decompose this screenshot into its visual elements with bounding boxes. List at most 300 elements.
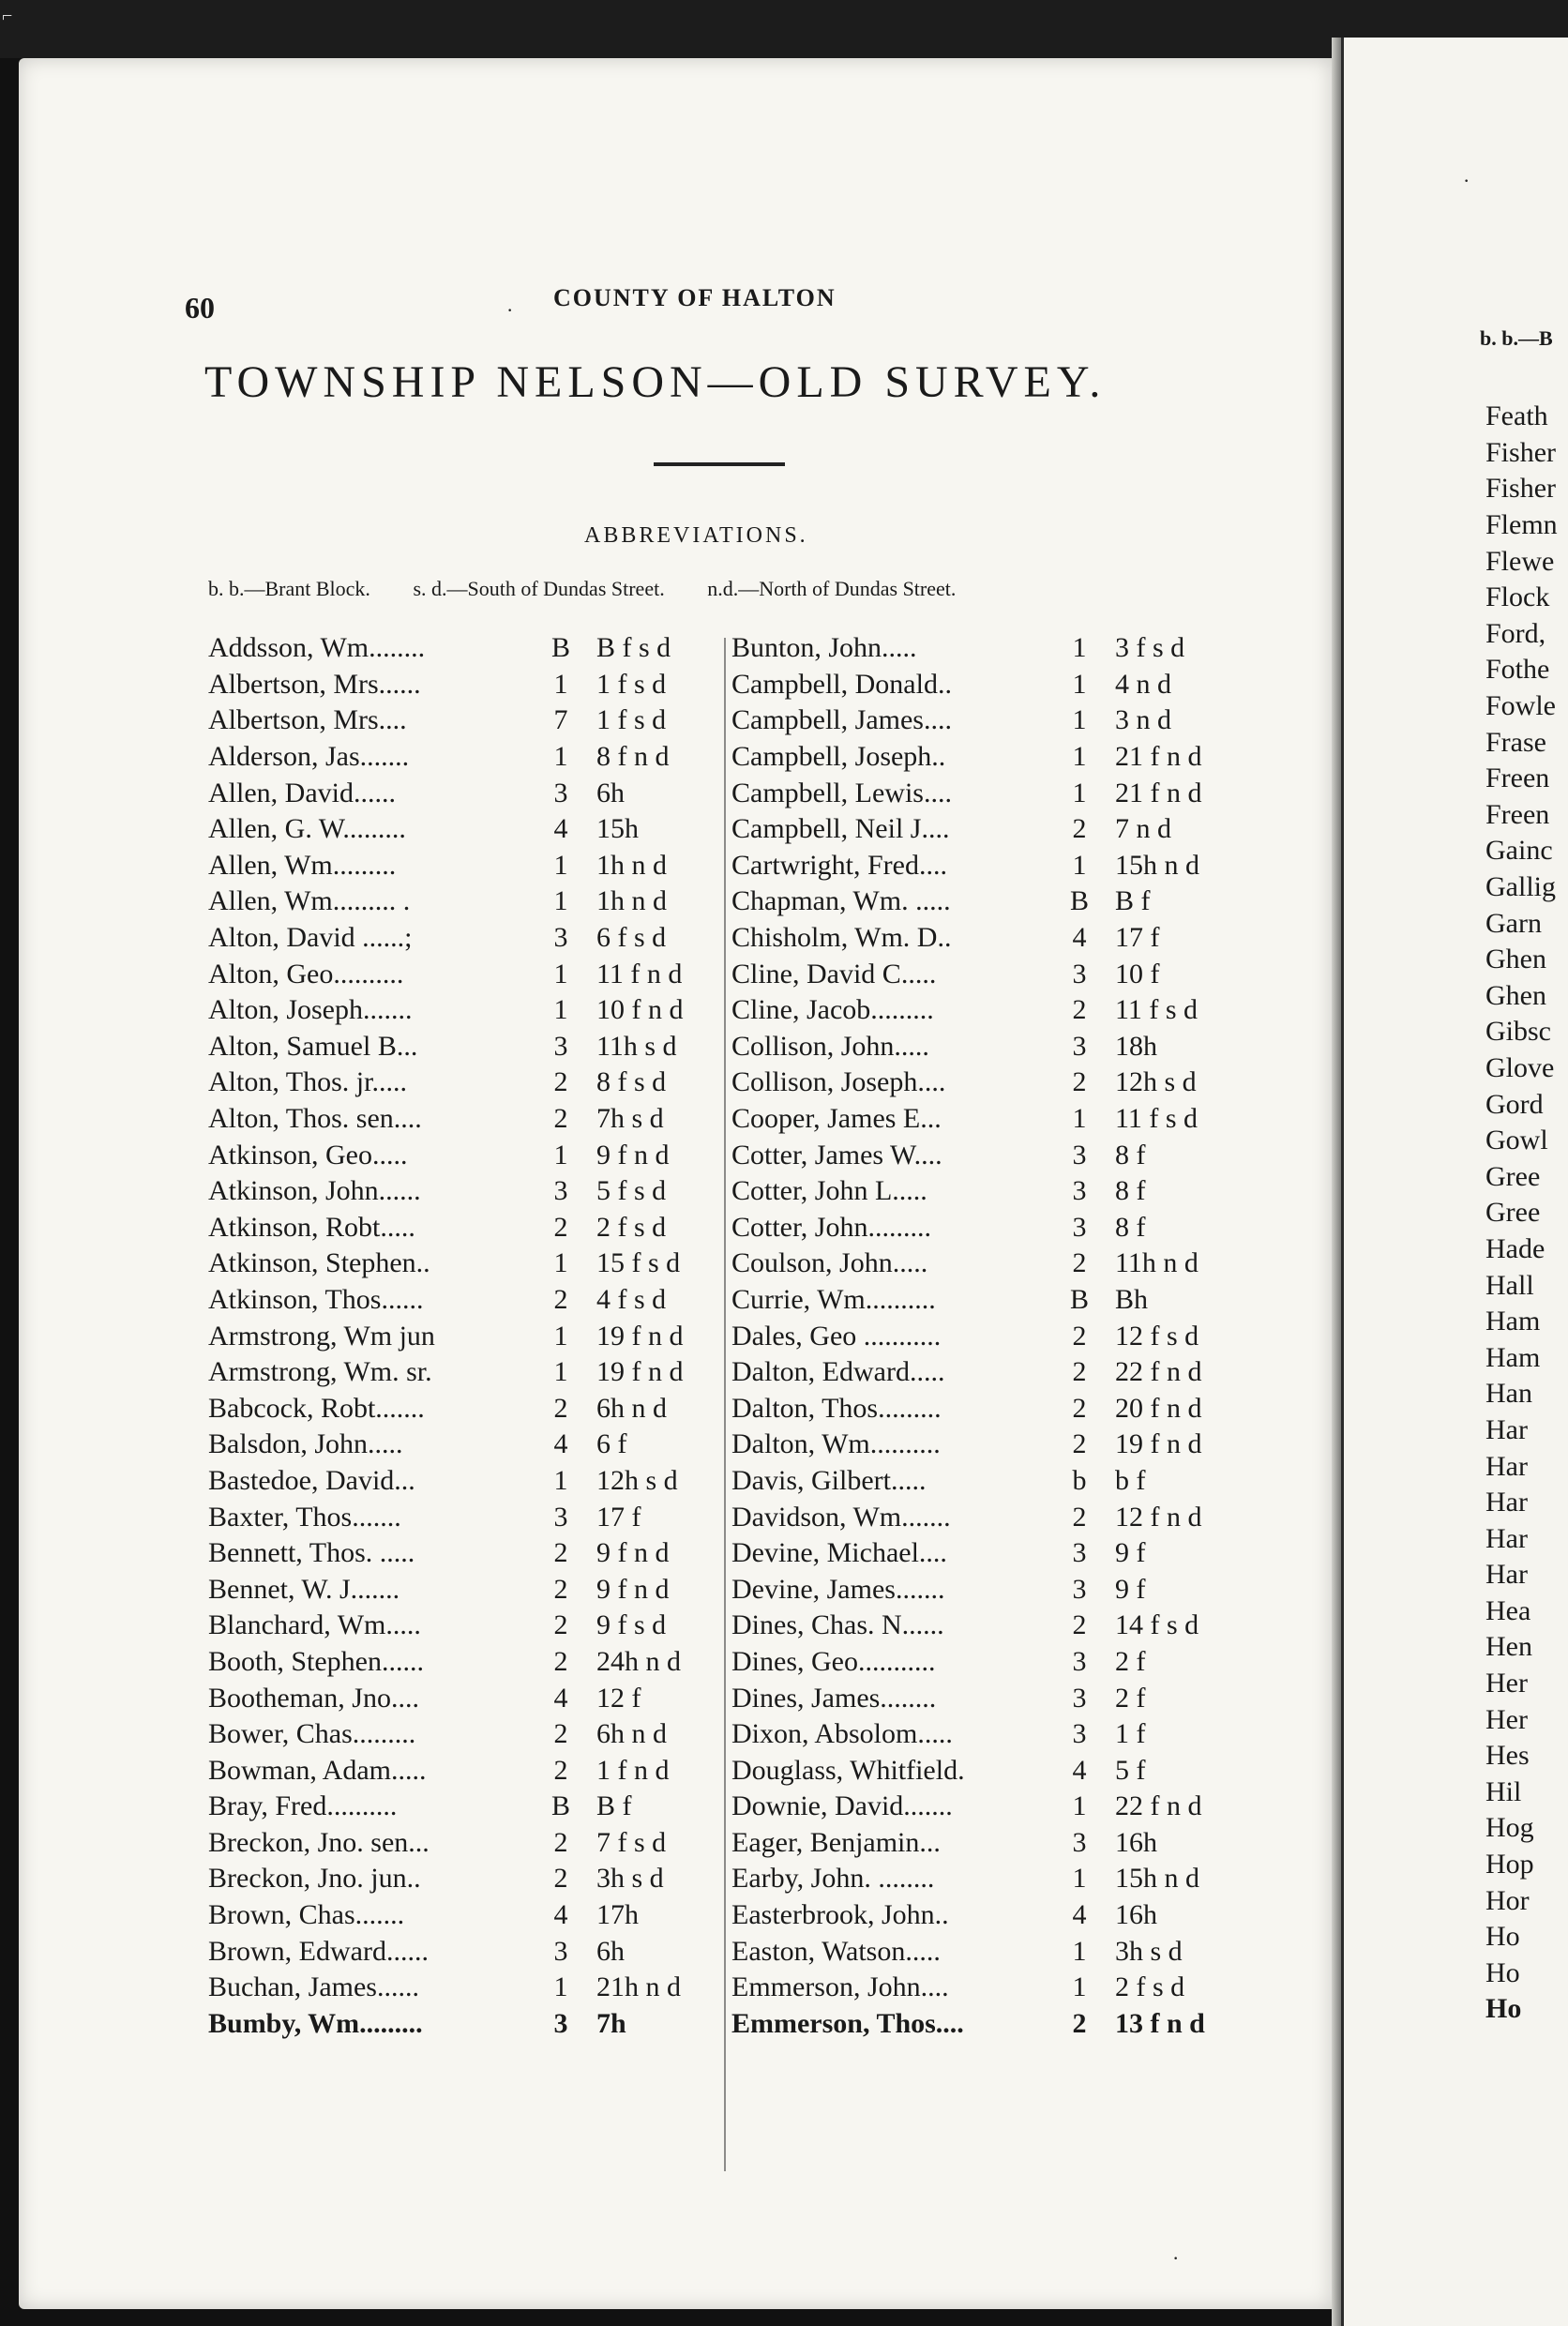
facing-page-name-fragment: Gallig — [1485, 871, 1556, 903]
entry-name: Bastedoe, David... — [208, 1464, 415, 1496]
column-divider — [724, 638, 726, 2171]
entry-lot-code: 12 f n d — [1115, 1501, 1202, 1533]
facing-page-name-fragment: Ghen — [1485, 944, 1546, 975]
directory-entry — [208, 1210, 728, 1246]
entry-lot-code: 7h s d — [596, 1103, 664, 1135]
entry-lot-code: 9 f n d — [596, 1573, 670, 1605]
entry-name: Albertson, Mrs.... — [208, 704, 407, 736]
directory-entry — [731, 630, 1246, 667]
directory-entry — [731, 1571, 1246, 1608]
facing-page-name-fragment: Flewe — [1485, 545, 1555, 577]
entry-lot-code: B f s d — [596, 632, 671, 664]
directory-entry — [731, 1173, 1246, 1210]
entry-concession: 2 — [553, 1211, 568, 1243]
entry-concession: 2 — [1072, 1247, 1087, 1279]
entry-lot-code: 7 f s d — [596, 1826, 667, 1858]
directory-entry — [731, 1390, 1246, 1427]
directory-entry — [731, 1535, 1246, 1572]
entry-concession: 1 — [1072, 777, 1087, 808]
directory-entry — [731, 884, 1246, 920]
entry-concession: 1 — [1072, 1935, 1087, 1967]
entry-name: Downie, David....... — [731, 1790, 953, 1822]
entry-concession: 1 — [1072, 1103, 1087, 1135]
facing-page-name-fragment: Ham — [1485, 1306, 1541, 1337]
directory-entry — [731, 1065, 1246, 1101]
directory-entry — [731, 992, 1246, 1029]
directory-entry — [731, 739, 1246, 776]
entry-concession: 3 — [553, 777, 568, 808]
entry-name: Brown, Chas....... — [208, 1899, 405, 1931]
scan-mark: ⌐ — [2, 6, 13, 26]
entry-name: Allen, David...... — [208, 777, 396, 808]
directory-entry — [731, 1137, 1246, 1173]
entry-name: Bowman, Adam..... — [208, 1754, 427, 1786]
entry-name: Devine, Michael.... — [731, 1537, 947, 1569]
entry-name: Campbell, Neil J.... — [731, 813, 950, 845]
right-entry-column — [731, 630, 1246, 2042]
directory-entry — [731, 775, 1246, 811]
entry-concession: B — [1069, 1283, 1089, 1315]
entry-concession: 3 — [1072, 1718, 1087, 1750]
entry-lot-code: 7h — [596, 2007, 626, 2039]
facing-page-name-fragment: Ho — [1485, 1956, 1520, 1988]
entry-name: Atkinson, John...... — [208, 1175, 421, 1207]
directory-entry — [731, 1427, 1246, 1463]
facing-page-name-fragment: Ghen — [1485, 979, 1546, 1011]
entry-name: Dines, Chas. N...... — [731, 1609, 944, 1641]
entry-lot-code: 1 f s d — [596, 704, 667, 736]
directory-entry — [208, 702, 728, 739]
entry-concession: 3 — [1072, 1573, 1087, 1605]
entry-concession: 1 — [553, 1139, 568, 1171]
facing-page-name-fragment: Hog — [1485, 1812, 1534, 1844]
directory-entry — [731, 1970, 1246, 2006]
entry-lot-code: 5 f — [1115, 1754, 1146, 1786]
facing-page-fragments — [1485, 399, 1568, 2028]
directory-entry — [208, 1571, 728, 1608]
entry-name: Easton, Watson..... — [731, 1935, 941, 1967]
entry-lot-code: 10 f — [1115, 958, 1160, 989]
entry-name: Cooper, James E... — [731, 1103, 942, 1135]
entry-concession: 3 — [553, 1501, 568, 1533]
directory-entry — [208, 1644, 728, 1681]
entry-lot-code: 3 f s d — [1115, 632, 1185, 664]
directory-entry — [208, 1427, 728, 1463]
entry-concession: 1 — [553, 1356, 568, 1388]
facing-page-head: b. b.—B — [1480, 326, 1553, 350]
directory-entry — [208, 1680, 728, 1716]
entry-lot-code: 1h n d — [596, 885, 667, 917]
directory-entry — [208, 811, 728, 848]
entry-concession: 3 — [1072, 1826, 1087, 1858]
entry-name: Chapman, Wm. ..... — [731, 885, 951, 917]
facing-page-name-fragment: Har — [1485, 1522, 1528, 1554]
entry-concession: 2 — [1072, 1356, 1087, 1388]
entry-concession: 2 — [1072, 2007, 1087, 2039]
entry-name: Currie, Wm.......... — [731, 1283, 936, 1315]
directory-entry — [208, 1318, 728, 1354]
entry-concession: B — [550, 1790, 570, 1822]
entry-lot-code: 1 f n d — [596, 1754, 670, 1786]
directory-entry — [208, 667, 728, 703]
entry-concession: 1 — [1072, 849, 1087, 881]
entry-name: Douglass, Whitfield. — [731, 1754, 965, 1786]
directory-entry — [208, 920, 728, 957]
entry-name: Davidson, Wm....... — [731, 1501, 951, 1533]
entry-name: Bunton, John..... — [731, 632, 917, 664]
entry-concession: 1 — [1072, 632, 1087, 664]
entry-name: Atkinson, Stephen.. — [208, 1247, 430, 1279]
entry-concession: B — [550, 632, 570, 664]
directory-entry — [208, 1246, 728, 1282]
directory-entry — [208, 1933, 728, 1970]
abbreviations-list — [208, 577, 993, 601]
speck: · — [1172, 2246, 1180, 2270]
entry-concession: 2 — [553, 1573, 568, 1605]
entry-concession: 4 — [553, 1899, 568, 1931]
entry-lot-code: 10 f n d — [596, 994, 684, 1026]
entry-concession: 3 — [553, 922, 568, 954]
entry-name: Baxter, Thos....... — [208, 1501, 401, 1533]
entry-lot-code: 22 f n d — [1115, 1790, 1202, 1822]
entry-name: Atkinson, Robt..... — [208, 1211, 415, 1243]
entry-name: Campbell, Lewis.... — [731, 777, 952, 808]
facing-page-name-fragment: Fothe — [1485, 654, 1550, 686]
entry-concession: 4 — [1072, 1754, 1087, 1786]
entry-lot-code: 4 n d — [1115, 668, 1171, 700]
entry-lot-code: 4 f s d — [596, 1283, 667, 1315]
entry-name: Dines, James........ — [731, 1682, 937, 1714]
directory-entry — [208, 1390, 728, 1427]
entry-concession: 4 — [1072, 1899, 1087, 1931]
entry-lot-code: 9 f s d — [596, 1609, 667, 1641]
entry-lot-code: 1 f — [1115, 1718, 1146, 1750]
directory-entry — [731, 1752, 1246, 1789]
entry-lot-code: 11h n d — [1115, 1247, 1199, 1279]
entry-concession: 3 — [553, 1030, 568, 1062]
entry-lot-code: 16h — [1115, 1899, 1157, 1931]
speck: · — [506, 298, 514, 322]
directory-entry — [731, 1318, 1246, 1354]
facing-page-name-fragment: Hade — [1485, 1232, 1545, 1264]
entry-concession: 1 — [553, 885, 568, 917]
directory-entry — [731, 1644, 1246, 1681]
directory-entry — [208, 1137, 728, 1173]
entry-lot-code: 12h s d — [596, 1464, 678, 1496]
entry-concession: 3 — [1072, 1030, 1087, 1062]
facing-page-name-fragment: Ho — [1485, 1993, 1522, 2025]
entry-name: Breckon, Jno. jun.. — [208, 1863, 421, 1895]
facing-page-name-fragment: Freen — [1485, 798, 1550, 830]
directory-entry — [731, 1789, 1246, 1825]
entry-name: Cotter, James W.... — [731, 1139, 942, 1171]
facing-page-name-fragment: Her — [1485, 1668, 1528, 1699]
directory-entry — [208, 1752, 728, 1789]
directory-entry — [208, 1101, 728, 1138]
facing-page-name-fragment: Har — [1485, 1450, 1528, 1482]
entry-name: Emmerson, John.... — [731, 1971, 949, 2003]
entry-name: Bray, Fred.......... — [208, 1790, 398, 1822]
entry-lot-code: 19 f n d — [1115, 1428, 1202, 1460]
facing-page-name-fragment: Ford, — [1485, 617, 1546, 649]
entry-lot-code: 12 f — [596, 1682, 641, 1714]
entry-name: Allen, Wm......... — [208, 849, 397, 881]
entry-lot-code: 8 f n d — [596, 741, 670, 773]
entry-name: Campbell, Donald.. — [731, 668, 952, 700]
entry-lot-code: 1h n d — [596, 849, 667, 881]
entry-name: Alton, David ......; — [208, 922, 413, 954]
entry-lot-code: 11h s d — [596, 1030, 677, 1062]
facing-page-name-fragment: Han — [1485, 1378, 1532, 1410]
abbreviation-item: n.d.—North of Dundas Street. — [707, 577, 957, 600]
entry-name: Dalton, Thos......... — [731, 1392, 942, 1424]
entry-concession: 2 — [1072, 1501, 1087, 1533]
entry-lot-code: B f — [596, 1790, 632, 1822]
entry-concession: 3 — [1072, 1139, 1087, 1171]
entry-name: Davis, Gilbert..... — [731, 1464, 927, 1496]
directory-entry — [208, 2006, 728, 2043]
entry-lot-code: 15 f s d — [596, 1247, 681, 1279]
entry-lot-code: 2 f s d — [1115, 1971, 1185, 2003]
entry-name: Bennet, W. J....... — [208, 1573, 400, 1605]
entry-lot-code: 16h — [1115, 1826, 1157, 1858]
entry-name: Alton, Thos. sen.... — [208, 1103, 422, 1135]
entry-lot-code: 11 f n d — [596, 958, 683, 989]
facing-page-name-fragment: Gainc — [1485, 835, 1553, 867]
entry-name: Dalton, Wm.......... — [731, 1428, 941, 1460]
directory-entry — [731, 1825, 1246, 1862]
entry-concession: 2 — [553, 1609, 568, 1641]
entry-concession: 2 — [553, 1283, 568, 1315]
entry-concession: 2 — [1072, 813, 1087, 845]
directory-entry — [208, 775, 728, 811]
facing-page-name-fragment: Flemn — [1485, 509, 1558, 541]
entry-name: Bower, Chas......... — [208, 1718, 416, 1750]
entry-name: Cartwright, Fred.... — [731, 849, 947, 881]
entry-name: Armstrong, Wm. sr. — [208, 1356, 432, 1388]
entry-name: Collison, Joseph.... — [731, 1066, 946, 1098]
entry-name: Devine, James....... — [731, 1573, 945, 1605]
entry-name: Booth, Stephen...... — [208, 1645, 424, 1677]
directory-entry — [208, 1789, 728, 1825]
entry-concession: 4 — [1072, 922, 1087, 954]
directory-entry — [731, 1933, 1246, 1970]
directory-entry — [208, 1065, 728, 1101]
entry-concession: 3 — [1072, 1211, 1087, 1243]
directory-entry — [731, 1499, 1246, 1535]
entry-name: Cotter, John......... — [731, 1211, 931, 1243]
facing-page-name-fragment: Hil — [1485, 1775, 1522, 1807]
entry-name: Addsson, Wm........ — [208, 632, 426, 664]
entry-lot-code: 12h s d — [1115, 1066, 1197, 1098]
entry-lot-code: 18h — [1115, 1030, 1157, 1062]
directory-entry — [208, 1825, 728, 1862]
facing-page-name-fragment: Ho — [1485, 1921, 1520, 1953]
entry-concession: 2 — [1072, 1320, 1087, 1352]
entry-lot-code: Bh — [1115, 1283, 1149, 1315]
directory-entry — [208, 1463, 728, 1500]
running-head: COUNTY OF HALTON — [553, 284, 837, 311]
directory-entry — [208, 1282, 728, 1319]
entry-name: Brown, Edward...... — [208, 1935, 429, 1967]
title-rule — [654, 462, 785, 466]
facing-page-name-fragment: Feath — [1485, 400, 1548, 432]
entry-concession: 1 — [553, 668, 568, 700]
entry-lot-code: 6 f s d — [596, 922, 667, 954]
entry-concession: 3 — [553, 1935, 568, 1967]
entry-concession: 2 — [553, 1066, 568, 1098]
facing-page-name-fragment: Hall — [1485, 1269, 1534, 1301]
page-number: 60 — [185, 291, 215, 325]
entry-concession: 7 — [553, 704, 568, 736]
entry-concession: B — [1069, 885, 1089, 917]
entry-lot-code: 11 f s d — [1115, 994, 1199, 1026]
directory-entry — [731, 1463, 1246, 1500]
facing-page-name-fragment: Hor — [1485, 1884, 1530, 1916]
facing-page-name-fragment: Gowl — [1485, 1125, 1548, 1156]
directory-entry — [731, 1282, 1246, 1319]
entry-lot-code: 22 f n d — [1115, 1356, 1202, 1388]
entry-concession: 1 — [1072, 1971, 1087, 2003]
entry-lot-code: 21 f n d — [1115, 777, 1202, 808]
facing-page-name-fragment: Garn — [1485, 907, 1542, 939]
directory-entry — [731, 920, 1246, 957]
entry-concession: 2 — [1072, 1609, 1087, 1641]
entry-concession: 4 — [553, 813, 568, 845]
entry-lot-code: 17h — [596, 1899, 639, 1931]
entry-name: Breckon, Jno. sen... — [208, 1826, 430, 1858]
entry-name: Blanchard, Wm..... — [208, 1609, 421, 1641]
directory-entry — [731, 1354, 1246, 1391]
entry-concession: 1 — [1072, 1790, 1087, 1822]
facing-page-name-fragment: Har — [1485, 1487, 1528, 1518]
entry-lot-code: 9 f n d — [596, 1139, 670, 1171]
entry-lot-code: 20 f n d — [1115, 1392, 1202, 1424]
entry-concession: 3 — [1072, 1645, 1087, 1677]
entry-name: Balsdon, John..... — [208, 1428, 403, 1460]
entry-name: Alderson, Jas....... — [208, 741, 410, 773]
entry-concession: 3 — [553, 1175, 568, 1207]
entry-concession: 2 — [553, 1537, 568, 1569]
entry-concession: 2 — [553, 1863, 568, 1895]
entry-lot-code: 2 f — [1115, 1682, 1146, 1714]
entry-lot-code: 12 f s d — [1115, 1320, 1199, 1352]
entry-concession: 1 — [553, 741, 568, 773]
entry-lot-code: 21h n d — [596, 1971, 681, 2003]
entry-lot-code: 5 f s d — [596, 1175, 667, 1207]
entry-name: Bumby, Wm......... — [208, 2007, 423, 2039]
directory-entry — [208, 956, 728, 992]
entry-lot-code: 6h n d — [596, 1718, 667, 1750]
abbreviation-item: s. d.—South of Dundas Street. — [413, 577, 665, 600]
entry-name: Armstrong, Wm jun — [208, 1320, 435, 1352]
directory-entry — [731, 1029, 1246, 1065]
entry-lot-code: 3h s d — [1115, 1935, 1183, 1967]
facing-page-name-fragment: Hop — [1485, 1849, 1534, 1880]
entry-lot-code: b f — [1115, 1464, 1146, 1496]
facing-page-name-fragment: Gree — [1485, 1160, 1541, 1192]
entry-name: Collison, John..... — [731, 1030, 929, 1062]
entry-name: Cotter, John L..... — [731, 1175, 927, 1207]
entry-lot-code: 21 f n d — [1115, 741, 1202, 773]
entry-name: Atkinson, Thos...... — [208, 1283, 424, 1315]
entry-concession: 2 — [553, 1718, 568, 1750]
entry-name: Bootheman, Jno.... — [208, 1682, 419, 1714]
directory-entry — [731, 1246, 1246, 1282]
entry-lot-code: 17 f — [1115, 922, 1160, 954]
entry-concession: 2 — [553, 1754, 568, 1786]
entry-lot-code: 6 f — [596, 1428, 627, 1460]
speck: · — [1463, 169, 1470, 192]
directory-entry — [208, 1535, 728, 1572]
entry-concession: 1 — [1072, 704, 1087, 736]
entry-concession: 1 — [553, 1971, 568, 2003]
entry-concession: 1 — [553, 994, 568, 1026]
page-title: TOWNSHIP NELSON—OLD SURVEY. — [204, 357, 1107, 407]
entry-name: Earby, John. ........ — [731, 1863, 935, 1895]
directory-entry — [208, 1897, 728, 1934]
entry-concession: 2 — [553, 1826, 568, 1858]
entry-lot-code: 6h — [596, 1935, 625, 1967]
entry-name: Albertson, Mrs...... — [208, 668, 421, 700]
entry-concession: 4 — [553, 1682, 568, 1714]
entry-lot-code: 3h s d — [596, 1863, 664, 1895]
entry-lot-code: 13 f n d — [1115, 2007, 1205, 2039]
entry-lot-code: 15h — [596, 813, 639, 845]
entry-name: Alton, Samuel B... — [208, 1030, 418, 1062]
entry-lot-code: 19 f n d — [596, 1356, 684, 1388]
entry-name: Dales, Geo ........... — [731, 1320, 942, 1352]
directory-entry — [731, 848, 1246, 884]
directory-entry — [731, 1608, 1246, 1644]
directory-entry — [208, 1608, 728, 1644]
directory-entry — [208, 884, 728, 920]
facing-page-name-fragment: Flock — [1485, 582, 1550, 613]
entry-lot-code: 9 f n d — [596, 1537, 670, 1569]
entry-lot-code: 1 f s d — [596, 668, 667, 700]
directory-entry — [208, 1029, 728, 1065]
facing-page-name-fragment: Hea — [1485, 1594, 1531, 1626]
entry-concession: 1 — [553, 1464, 568, 1496]
directory-entry — [208, 992, 728, 1029]
facing-page-name-fragment: Gord — [1485, 1088, 1544, 1120]
entry-name: Dixon, Absolom..... — [731, 1718, 953, 1750]
directory-entry — [208, 1354, 728, 1391]
entry-name: Bennett, Thos. ..... — [208, 1537, 415, 1569]
entry-lot-code: 2 f s d — [596, 1211, 667, 1243]
entry-concession: b — [1072, 1464, 1087, 1496]
entry-name: Alton, Geo.......... — [208, 958, 404, 989]
entry-concession: 4 — [553, 1428, 568, 1460]
entry-concession: 3 — [553, 2007, 568, 2039]
entry-name: Atkinson, Geo..... — [208, 1139, 408, 1171]
entry-concession: 3 — [1072, 1175, 1087, 1207]
entry-name: Cline, Jacob......... — [731, 994, 934, 1026]
entry-lot-code: 14 f s d — [1115, 1609, 1199, 1641]
entry-lot-code: 8 f — [1115, 1139, 1146, 1171]
entry-lot-code: 24h n d — [596, 1645, 681, 1677]
entry-concession: 2 — [553, 1392, 568, 1424]
left-entry-column — [208, 630, 728, 2042]
entry-concession: 2 — [553, 1103, 568, 1135]
entry-lot-code: 11 f s d — [1115, 1103, 1199, 1135]
directory-entry — [208, 1970, 728, 2006]
facing-page-name-fragment: Frase — [1485, 726, 1546, 758]
entry-lot-code: 3 n d — [1115, 704, 1171, 736]
directory-entry — [208, 630, 728, 667]
entry-lot-code: 2 f — [1115, 1645, 1146, 1677]
entry-concession: 2 — [1072, 994, 1087, 1026]
